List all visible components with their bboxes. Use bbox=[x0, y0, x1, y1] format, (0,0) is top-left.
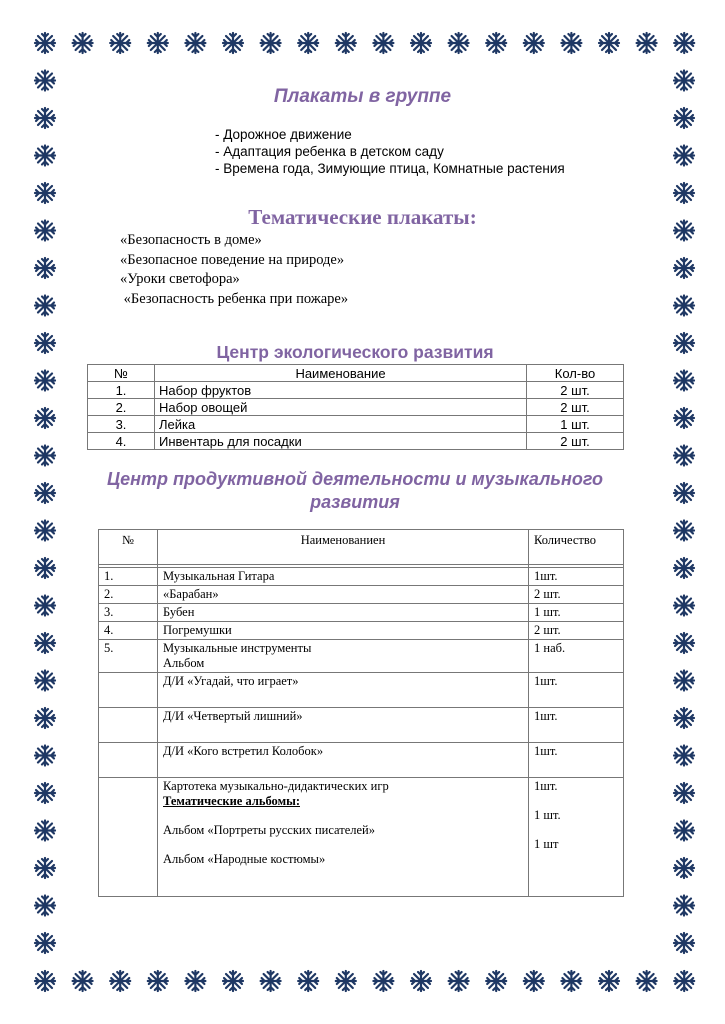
snowflake-icon bbox=[35, 183, 55, 203]
snowflake-icon bbox=[524, 33, 544, 53]
snowflake-icon bbox=[35, 708, 55, 728]
snowflake-icon bbox=[35, 408, 55, 428]
cell-quantity: 2 шт. bbox=[529, 586, 624, 604]
table-row bbox=[99, 778, 624, 897]
snowflake-icon bbox=[674, 33, 694, 53]
table-row bbox=[99, 568, 624, 586]
snowflake-icon bbox=[185, 33, 205, 53]
cell-number: 1. bbox=[88, 382, 155, 399]
table-header-row bbox=[88, 365, 624, 382]
snowflake-icon bbox=[674, 896, 694, 916]
snowflake-icon bbox=[148, 33, 168, 53]
section-title-posters: Плакаты в группе bbox=[273, 86, 452, 107]
snowflake-icon bbox=[35, 558, 55, 578]
list-item: «Безопасное поведение на природе» bbox=[120, 251, 345, 268]
cell-name: Инвентарь для посадки bbox=[155, 433, 527, 450]
snowflake-icon bbox=[637, 33, 657, 53]
snowflake-icon bbox=[35, 746, 55, 766]
snowflake-icon bbox=[674, 146, 694, 166]
snowflake-icon bbox=[35, 933, 55, 953]
snowflake-icon bbox=[674, 933, 694, 953]
snowflake-icon bbox=[261, 33, 281, 53]
title-line-1: Центр продуктивной деятельности и музыкального bbox=[106, 469, 604, 489]
posters-list bbox=[215, 126, 565, 177]
snowflake-icon bbox=[674, 783, 694, 803]
section-title-ecology-center: Центр экологического развития bbox=[216, 342, 494, 362]
cell-quantity: 2 шт. bbox=[529, 622, 624, 640]
snowflake-icon bbox=[223, 971, 243, 991]
snowflake-icon bbox=[561, 33, 581, 53]
snowflake-icon bbox=[298, 33, 318, 53]
snowflake-icon bbox=[411, 971, 431, 991]
table-header-row bbox=[99, 530, 624, 565]
cell-number: 2. bbox=[88, 399, 155, 416]
snowflake-icon bbox=[35, 896, 55, 916]
header-number: № bbox=[88, 365, 155, 382]
snowflake-icon bbox=[35, 446, 55, 466]
cell-name: Погремушки bbox=[158, 622, 529, 640]
header-number: № bbox=[99, 530, 158, 565]
table-row bbox=[99, 586, 624, 604]
album1-qty: 1 шт. bbox=[534, 808, 561, 822]
cell-name: Д/И «Четвертый лишний» bbox=[158, 708, 529, 743]
snowflake-icon bbox=[674, 521, 694, 541]
cell-quantity bbox=[529, 778, 624, 897]
album-costumes: Альбом «Народные костюмы» bbox=[163, 852, 326, 866]
snowflake-icon bbox=[35, 633, 55, 653]
cell-number: 5. bbox=[99, 640, 158, 673]
snowflake-icon bbox=[637, 971, 657, 991]
snowflake-icon bbox=[674, 408, 694, 428]
cell-quantity: 1шт. bbox=[529, 673, 624, 708]
cell-number: 2. bbox=[99, 586, 158, 604]
cell-number: 4. bbox=[88, 433, 155, 450]
snowflake-icon bbox=[336, 971, 356, 991]
cell-quantity: 1шт. bbox=[529, 743, 624, 778]
snowflake-icon bbox=[674, 596, 694, 616]
snowflake-icon bbox=[35, 858, 55, 878]
cell-number: 4. bbox=[99, 622, 158, 640]
table-row bbox=[88, 382, 624, 399]
header-quantity: Количество bbox=[529, 530, 624, 565]
snowflake-icon bbox=[674, 108, 694, 128]
header-name: Наименование bbox=[155, 365, 527, 382]
snowflake-icon bbox=[336, 33, 356, 53]
item-name: Музыкальные инструменты bbox=[163, 641, 312, 655]
table-row bbox=[99, 708, 624, 743]
cell-number: 3. bbox=[99, 604, 158, 622]
list-item: - Адаптация ребенка в детском саду bbox=[215, 144, 444, 159]
cell-name: Бубен bbox=[158, 604, 529, 622]
snowflake-icon bbox=[35, 783, 55, 803]
snowflake-icon bbox=[674, 258, 694, 278]
snowflake-icon bbox=[35, 33, 55, 53]
snowflake-icon bbox=[35, 296, 55, 316]
cell-quantity: 1 шт. bbox=[527, 416, 624, 433]
snowflake-icon bbox=[674, 821, 694, 841]
snowflake-icon bbox=[599, 971, 619, 991]
snowflake-icon bbox=[486, 33, 506, 53]
snowflake-icon bbox=[674, 708, 694, 728]
snowflake-icon bbox=[35, 371, 55, 391]
ecology-table bbox=[87, 364, 624, 450]
snowflake-icon bbox=[298, 971, 318, 991]
snowflake-icon bbox=[110, 971, 130, 991]
table-row bbox=[88, 433, 624, 450]
snowflake-icon bbox=[561, 971, 581, 991]
snowflake-icon bbox=[35, 258, 55, 278]
snowflake-icon bbox=[449, 33, 469, 53]
snowflake-icon bbox=[486, 971, 506, 991]
cell-name: Набор фруктов bbox=[155, 382, 527, 399]
snowflake-icon bbox=[674, 183, 694, 203]
cell-quantity: 1 шт. bbox=[529, 604, 624, 622]
table-row bbox=[99, 622, 624, 640]
table-row bbox=[99, 743, 624, 778]
card-index-text: Картотека музыкально-дидактических игр bbox=[163, 779, 389, 793]
cell-name: Д/И «Угадай, что играет» bbox=[158, 673, 529, 708]
snowflake-icon bbox=[449, 971, 469, 991]
thematic-posters-list bbox=[120, 231, 348, 309]
cell-number: 3. bbox=[88, 416, 155, 433]
cell-number bbox=[99, 708, 158, 743]
snowflake-icon bbox=[35, 971, 55, 991]
music-table bbox=[98, 529, 624, 897]
cell-number bbox=[99, 778, 158, 897]
list-item: «Безопасность ребенка при пожаре» bbox=[120, 290, 349, 307]
list-item: - Времена года, Зимующие птица, Комнатные растения bbox=[215, 161, 565, 176]
cell-number bbox=[99, 743, 158, 778]
snowflake-icon bbox=[674, 971, 694, 991]
snowflake-icon bbox=[73, 33, 93, 53]
snowflake-icon bbox=[35, 821, 55, 841]
header-name: Наименованиен bbox=[158, 530, 529, 565]
snowflake-icon bbox=[674, 371, 694, 391]
cell-name: «Барабан» bbox=[158, 586, 529, 604]
snowflake-icon bbox=[223, 33, 243, 53]
table-row bbox=[99, 640, 624, 673]
snowflake-icon bbox=[674, 446, 694, 466]
snowflake-icon bbox=[35, 521, 55, 541]
table-row bbox=[88, 416, 624, 433]
section-title-music-center bbox=[0, 468, 710, 514]
header-quantity: Кол-во bbox=[527, 365, 624, 382]
snowflake-icon bbox=[185, 971, 205, 991]
cell-name: Музыкальная Гитара bbox=[158, 568, 529, 586]
snowflake-icon bbox=[110, 33, 130, 53]
cell-name bbox=[158, 778, 529, 897]
snowflake-icon bbox=[674, 558, 694, 578]
cell-quantity: 1шт. bbox=[529, 568, 624, 586]
title-line-2: развития bbox=[310, 492, 400, 512]
snowflake-icon bbox=[674, 633, 694, 653]
snowflake-icon bbox=[261, 971, 281, 991]
snowflake-icon bbox=[35, 108, 55, 128]
snowflake-icon bbox=[674, 746, 694, 766]
cell-quantity: 2 шт. bbox=[527, 399, 624, 416]
album2-qty: 1 шт bbox=[534, 837, 559, 851]
snowflake-icon bbox=[148, 971, 168, 991]
snowflake-icon bbox=[35, 671, 55, 691]
album-portraits: Альбом «Портреты русских писателей» bbox=[163, 823, 375, 837]
list-item: - Дорожное движение bbox=[215, 127, 352, 142]
cell-name: Д/И «Кого встретил Колобок» bbox=[158, 743, 529, 778]
table-row bbox=[88, 399, 624, 416]
snowflake-icon bbox=[35, 146, 55, 166]
albums-heading: Тематические альбомы: bbox=[163, 794, 300, 808]
cell-quantity: 1шт. bbox=[529, 708, 624, 743]
table-row bbox=[99, 673, 624, 708]
snowflake-icon bbox=[674, 671, 694, 691]
list-item: «Безопасность в доме» bbox=[120, 232, 262, 248]
snowflake-icon bbox=[674, 858, 694, 878]
cell-quantity: 2 шт. bbox=[527, 433, 624, 450]
snowflake-icon bbox=[73, 971, 93, 991]
item-name-album: Альбом bbox=[163, 656, 205, 670]
cell-number: 1. bbox=[99, 568, 158, 586]
snowflake-icon bbox=[599, 33, 619, 53]
snowflake-icon bbox=[373, 33, 393, 53]
card-index-qty: 1шт. bbox=[534, 779, 558, 793]
snowflake-icon bbox=[411, 33, 431, 53]
table-row bbox=[99, 604, 624, 622]
cell-name bbox=[158, 640, 529, 673]
snowflake-icon bbox=[35, 596, 55, 616]
snowflake-icon bbox=[674, 296, 694, 316]
list-item: «Уроки светофора» bbox=[120, 271, 240, 287]
cell-name: Набор овощей bbox=[155, 399, 527, 416]
cell-number bbox=[99, 673, 158, 708]
section-title-thematic-posters: Тематические плакаты: bbox=[248, 205, 477, 229]
snowflake-icon bbox=[524, 971, 544, 991]
cell-name: Лейка bbox=[155, 416, 527, 433]
cell-quantity: 1 наб. bbox=[529, 640, 624, 673]
cell-quantity: 2 шт. bbox=[527, 382, 624, 399]
snowflake-icon bbox=[373, 971, 393, 991]
